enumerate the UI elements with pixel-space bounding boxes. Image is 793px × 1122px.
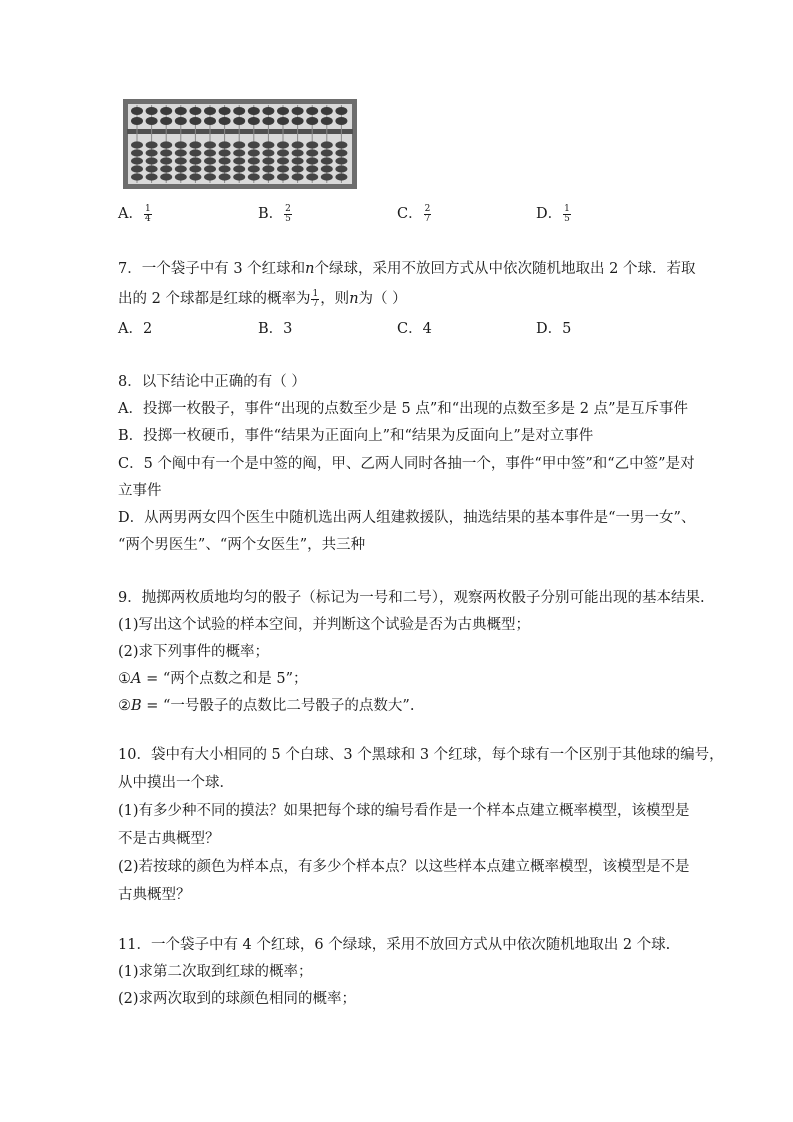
abacus-bead xyxy=(189,149,201,156)
abacus-bead xyxy=(219,165,231,172)
abacus-bead xyxy=(292,149,304,156)
abacus-bead xyxy=(335,107,347,115)
abacus-bead xyxy=(262,165,274,172)
abacus-bead xyxy=(146,141,158,148)
abacus-bead xyxy=(306,173,318,180)
q7-frac-num: 1 xyxy=(312,288,319,299)
q7-option-b: B．3 xyxy=(258,321,293,337)
q7-text-4: ，则 xyxy=(320,291,350,307)
abacus-bead xyxy=(160,173,172,180)
abacus-bead xyxy=(233,173,245,180)
abacus-bead xyxy=(277,157,289,164)
q10-stem-line-2: 从中摸出一个球． xyxy=(118,775,234,791)
q7-stem-line-2 xyxy=(118,289,407,309)
q6-option-c-num: 2 xyxy=(424,203,431,214)
abacus-bead xyxy=(175,117,187,125)
abacus-bead xyxy=(219,149,231,156)
q6-option-b-fraction xyxy=(284,205,292,224)
q7-text-3: 出的 2 个球都是红球的概率为 xyxy=(118,291,311,307)
q7-text-1: 7．一个袋子中有 3 个红球和 xyxy=(118,261,306,277)
q9-event-b-mark: ② xyxy=(118,698,131,714)
abacus-bead xyxy=(131,157,143,164)
q8-option-d-line-2: “两个男医生”、“两个女医生”，共三种 xyxy=(118,537,366,553)
abacus-bead xyxy=(219,107,231,115)
q7-option-c: C．4 xyxy=(397,321,432,337)
abacus-bead xyxy=(146,157,158,164)
abacus-bead xyxy=(335,117,347,125)
q8-option-c-line-1: C．5 个阄中有一个是中签的阄，甲、乙两人同时各抽一个，事件“甲中签”和“乙中签”是对 xyxy=(118,456,695,472)
q7-frac-den: 7 xyxy=(312,298,319,309)
abacus-bead xyxy=(189,141,201,148)
abacus-bead xyxy=(189,173,201,180)
abacus-bead xyxy=(233,107,245,115)
abacus-bead xyxy=(189,117,201,125)
abacus-bead xyxy=(262,117,274,125)
abacus-bead xyxy=(160,165,172,172)
abacus-bead xyxy=(335,173,347,180)
abacus-bead xyxy=(335,157,347,164)
q9-event-a-mark: ① xyxy=(118,671,131,687)
q7-fraction xyxy=(311,290,319,309)
q10-part-2-line-1: (2)若按球的颜色为样本点，有多少个样本点？以这些样本点建立概率模型，该模型是不是 xyxy=(118,859,690,875)
abacus-bead xyxy=(131,117,143,125)
abacus-bead xyxy=(204,141,216,148)
q7-option-d: D．5 xyxy=(536,321,572,337)
q6-option-b-num: 2 xyxy=(285,203,291,214)
abacus-bead xyxy=(306,117,318,125)
abacus-beads xyxy=(131,107,347,181)
abacus-bead xyxy=(335,165,347,172)
q8-option-b: B．投掷一枚硬币，事件“结果为正面向上”和“结果为反面向上”是对立事件 xyxy=(118,428,594,444)
abacus-bead xyxy=(175,157,187,164)
abacus-bead xyxy=(204,107,216,115)
q6-option-d-den: 5 xyxy=(564,213,570,224)
abacus-bead xyxy=(204,173,216,180)
q11-part-1: (1)求第二次取到红球的概率； xyxy=(118,964,313,980)
q6-option-a-num: 1 xyxy=(144,203,151,214)
abacus-bead xyxy=(131,165,143,172)
abacus-bead xyxy=(204,165,216,172)
q10-part-1-line-1: (1)有多少种不同的摸法？如果把每个球的编号看作是一个样本点建立概率模型，该模型是 xyxy=(118,803,690,819)
abacus-bead xyxy=(175,173,187,180)
abacus-bead xyxy=(277,149,289,156)
abacus-bead xyxy=(131,107,143,115)
abacus-bead xyxy=(189,107,201,115)
abacus-bead xyxy=(248,149,260,156)
q8-option-a: A．投掷一枚骰子，事件“出现的点数至少是 5 点”和“出现的点数至多是 2 点”是互斥事件 xyxy=(118,401,689,417)
abacus-bead xyxy=(233,149,245,156)
abacus-bead xyxy=(146,173,158,180)
abacus-bead xyxy=(306,149,318,156)
q9-var-b: B xyxy=(131,698,142,714)
q6-option-a-den: 4 xyxy=(144,213,151,224)
q9-event-b-text: = “一号骰子的点数比二号骰子的点数大”. xyxy=(141,698,415,714)
q6-option-d-fraction xyxy=(563,205,571,224)
q8-option-d-line-1: D．从两男两女四个医生中随机选出两人组建救援队，抽选结果的基本事件是“一男一女”、 xyxy=(118,510,696,526)
abacus-bead xyxy=(321,141,333,148)
q7-option-a: A．2 xyxy=(118,321,153,337)
q7-text-2: 个绿球，采用不放回方式从中依次随机地取出 2 个球．若取 xyxy=(314,261,696,277)
abacus-bead xyxy=(146,165,158,172)
q9-event-a-text: = “两个点数之和是 5”； xyxy=(141,671,308,687)
abacus-bead xyxy=(292,165,304,172)
abacus-bead xyxy=(277,165,289,172)
q11-stem: 11．一个袋子中有 4 个红球，6 个绿球，采用不放回方式从中依次随机地取出 2 个球. xyxy=(118,937,671,953)
abacus-image xyxy=(123,99,357,189)
abacus-bead xyxy=(262,173,274,180)
abacus-bead xyxy=(292,141,304,148)
abacus-bead xyxy=(321,117,333,125)
abacus-bead xyxy=(175,149,187,156)
abacus-bead xyxy=(321,157,333,164)
q11-part-2: (2)求两次取到的球颜色相同的概率； xyxy=(118,991,357,1007)
abacus-bead xyxy=(292,107,304,115)
abacus-bead xyxy=(160,141,172,148)
abacus-bead xyxy=(321,165,333,172)
abacus-bead xyxy=(160,117,172,125)
abacus-bead xyxy=(146,149,158,156)
q10-part-1-line-2: 不是古典概型？ xyxy=(118,831,220,847)
q6-option-b xyxy=(258,204,293,224)
q9-part-1: (1)写出这个试验的样本空间，并判断这个试验是否为古典概型； xyxy=(118,617,531,633)
abacus-bead xyxy=(146,107,158,115)
abacus-bead xyxy=(292,173,304,180)
abacus-bead xyxy=(321,149,333,156)
abacus-bead xyxy=(175,165,187,172)
abacus-bead xyxy=(306,141,318,148)
abacus-bead xyxy=(277,141,289,148)
abacus-bead xyxy=(248,165,260,172)
abacus-bead xyxy=(233,117,245,125)
abacus-bead xyxy=(262,141,274,148)
q6-option-a-letter: A． xyxy=(118,206,143,222)
abacus-bead xyxy=(175,107,187,115)
abacus-bead xyxy=(262,149,274,156)
abacus-bead xyxy=(131,141,143,148)
q9-part-2: (2)求下列事件的概率； xyxy=(118,644,270,660)
q6-option-a xyxy=(118,204,153,224)
abacus-bead xyxy=(277,107,289,115)
abacus-bead xyxy=(160,157,172,164)
abacus-bead xyxy=(292,157,304,164)
abacus-bead xyxy=(219,117,231,125)
abacus-bead xyxy=(233,141,245,148)
abacus-bead xyxy=(306,165,318,172)
abacus-bead xyxy=(219,173,231,180)
abacus-bead xyxy=(189,157,201,164)
q6-option-b-letter: B． xyxy=(258,206,284,222)
abacus-bead xyxy=(335,149,347,156)
q7-stem-line-1 xyxy=(118,259,695,279)
abacus-bead xyxy=(321,173,333,180)
q10-stem-line-1: 10．袋中有大小相同的 5 个白球、3 个黑球和 3 个红球，每个球有一个区别于其他球的编号， xyxy=(118,747,724,763)
abacus-bead xyxy=(146,117,158,125)
q6-option-a-fraction xyxy=(144,205,152,224)
abacus-bead xyxy=(248,157,260,164)
q9-event-b xyxy=(118,696,414,716)
abacus-bead xyxy=(204,117,216,125)
q6-option-c-letter: C． xyxy=(397,206,423,222)
q8-option-c-line-2: 立事件 xyxy=(118,483,162,499)
abacus-bead xyxy=(321,107,333,115)
abacus-bead xyxy=(248,107,260,115)
abacus-bead xyxy=(233,157,245,164)
abacus-bead xyxy=(160,107,172,115)
abacus-bead xyxy=(262,157,274,164)
q6-option-b-den: 5 xyxy=(285,213,291,224)
abacus-bead xyxy=(335,141,347,148)
q9-event-a xyxy=(118,669,308,689)
abacus-bead xyxy=(248,117,260,125)
abacus-bead xyxy=(306,107,318,115)
abacus-bead xyxy=(219,141,231,148)
abacus-bead xyxy=(292,117,304,125)
q6-option-c-den: 7 xyxy=(424,213,431,224)
q7-var-n: n xyxy=(305,261,315,277)
q10-part-2-line-2: 古典概型？ xyxy=(118,887,191,903)
abacus-bead xyxy=(277,117,289,125)
q6-option-d-letter: D． xyxy=(536,206,563,222)
q6-option-c xyxy=(397,204,432,224)
q6-option-d-num: 1 xyxy=(564,203,570,214)
abacus-bead xyxy=(277,173,289,180)
abacus-bead xyxy=(233,165,245,172)
abacus-bead xyxy=(248,141,260,148)
abacus-bead xyxy=(262,107,274,115)
abacus-bead xyxy=(219,157,231,164)
q7-text-5: 为（ ） xyxy=(358,291,407,307)
q9-stem: 9．抛掷两枚质地均匀的骰子（标记为一号和二号），观察两枚骰子分别可能出现的基本结果. xyxy=(118,590,705,606)
abacus-bead xyxy=(189,165,201,172)
q6-option-c-fraction xyxy=(424,205,432,224)
abacus-bead xyxy=(175,141,187,148)
abacus-bead xyxy=(204,149,216,156)
abacus-bead xyxy=(131,149,143,156)
abacus-bead xyxy=(248,173,260,180)
q7-var-n-2: n xyxy=(349,291,359,307)
q8-stem: 8．以下结论中正确的有（ ） xyxy=(118,374,306,390)
q9-var-a: A xyxy=(131,671,142,687)
abacus-bead xyxy=(306,157,318,164)
abacus-bead xyxy=(204,157,216,164)
abacus-bead xyxy=(160,149,172,156)
abacus-bead xyxy=(131,173,143,180)
abacus-beam xyxy=(127,129,353,134)
q6-option-d xyxy=(536,204,572,224)
